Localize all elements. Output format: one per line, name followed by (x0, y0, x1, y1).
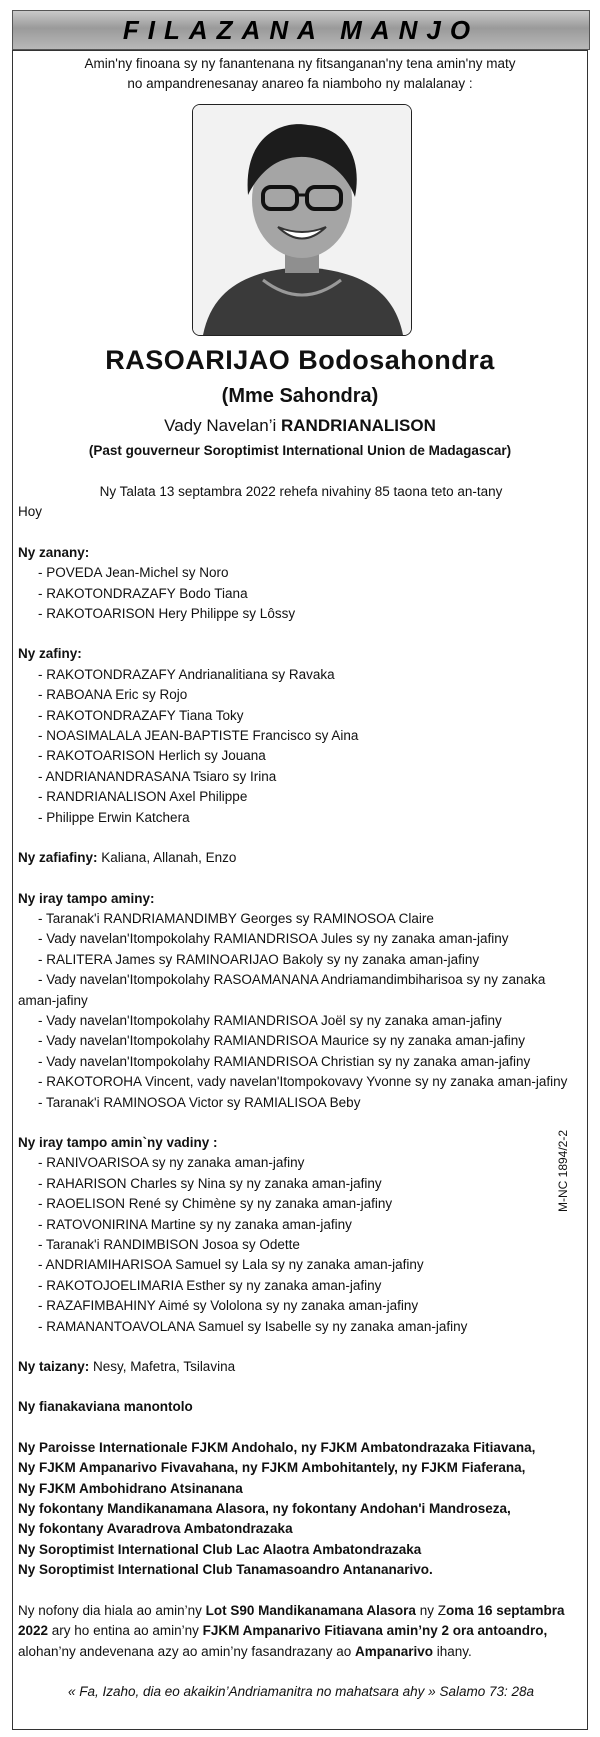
spouse-siblings-heading: Ny iray tampo amin`ny vadiny : (18, 1134, 218, 1150)
list-item: - RAMANANTOAVOLANA Samuel sy Isabelle sy ny zanaka aman-jafiny (38, 1318, 468, 1334)
publication-reference: M-NC 1894/2-2 (556, 1129, 570, 1212)
list-item: - Vady navelan'Itompokolahy RAMIANDRISOA Jules sy ny zanaka aman-jafiny (38, 931, 509, 947)
list-item: Ny FJKM Ampanarivo Fivavahana, ny FJKM Ambohitantely, ny FJKM Fiaferana, (18, 1460, 526, 1476)
nephews-names: Nesy, Mafetra, Tsilavina (89, 1359, 236, 1375)
list-item: - RAKOTOARISON Herlich sy Jouana (38, 748, 266, 764)
list-item: - RAKOTOARISON Hery Philippe sy Lôssy (38, 606, 296, 622)
burial-text-5: ihany. (433, 1643, 472, 1659)
great-grandchildren-line (18, 848, 584, 868)
list-item: - Taranak'i RANDIMBISON Josoa sy Odette (38, 1237, 300, 1252)
burial-text-3: ary ho entina ao amin’ny (48, 1623, 203, 1639)
list-item: - ANDRIAMIHARISOA Samuel sy Lala sy ny zanaka aman-jafiny (38, 1257, 424, 1273)
list-item: - RAKOTONDRAZAFY Andrianalitiana sy Ravaka (38, 666, 335, 682)
list-item: - Taranak'i RANDRIAMANDIMBY Georges sy RAMINOSOA Claire (38, 910, 434, 926)
burial-text-2: ny Z (415, 1602, 446, 1618)
great-grandchildren-heading: Ny zafiafiny: (18, 850, 98, 866)
list-item: Ny FJKM Ambohidrano Atsinanana (18, 1480, 243, 1496)
death-line-2: Hoy (18, 504, 43, 520)
siblings-heading: Ny iray tampo aminy: (18, 890, 155, 906)
portrait-image (193, 105, 411, 335)
children-heading: Ny zanany: (18, 544, 90, 560)
list-item: Ny fokontany Avaradrova Ambatondrazaka (18, 1521, 293, 1537)
list-item: Ny Paroisse Internationale FJKM Andohalo, ny FJKM Ambatondrazaka Fitiavana, (18, 1439, 536, 1455)
burial-church: FJKM Ampanarivo Fitiavana amin’ny 2 ora antoandro, (202, 1623, 548, 1639)
nephews-line (18, 1357, 584, 1377)
deceased-alias: (Mme Sahondra) (221, 385, 379, 407)
grandchildren-heading: Ny zafiny: (18, 646, 82, 662)
list-item: - Philippe Erwin Katchera (38, 809, 190, 825)
list-item: - RAKOTONDRAZAFY Tiana Toky (38, 707, 244, 723)
list-item: - Vady navelan'Itompokolahy RASOAMANANA Andriamandimbiharisoa sy ny zanaka (38, 972, 546, 988)
list-item: - ANDRIANANDRASANA Tsiaro sy Irina (38, 768, 277, 784)
list-item: Ny fokontany Mandikanamana Alasora, ny fokontany Andohan'i Mandroseza, (18, 1501, 511, 1517)
burial-tomb: Ampanarivo (355, 1643, 434, 1659)
obituary-body (18, 482, 584, 1702)
list-item: - RAKOTOJOELIMARIA Esther sy ny zanaka aman-jafiny (38, 1277, 382, 1293)
spouse-siblings-list (18, 1153, 584, 1337)
children-list (18, 563, 584, 624)
spouse-name: RANDRIANALISON (280, 416, 436, 435)
list-item: aman-jafiny (18, 992, 88, 1008)
nephews-heading: Ny taizany: (18, 1359, 90, 1375)
intro-line-1: Amin'ny finoana sy ny fanantenana ny fitsanganan'ny tena amin'ny maty (84, 56, 516, 71)
deceased-name: RASOARIJAO Bodosahondra (105, 345, 495, 375)
organizations-list (18, 1438, 584, 1581)
deceased-title: (Past gouverneur Soroptimist International Union de Madagascar) (88, 443, 512, 458)
scripture-quote (18, 1682, 584, 1702)
burial-paragraph (18, 1601, 584, 1662)
spouse-line (0, 416, 600, 436)
great-grandchildren-names: Kaliana, Allanah, Enzo (97, 850, 237, 866)
list-item: - RAHARISON Charles sy Nina sy ny zanaka aman-jafiny (38, 1175, 382, 1191)
list-item: Ny Soroptimist International Club Lac Alaotra Ambatondrazaka (18, 1541, 422, 1557)
intro-text (0, 54, 600, 94)
list-item: - RAKOTOROHA Vincent, vady navelan'Itompokovavy Yvonne sy ny zanaka aman-jafiny (38, 1074, 568, 1090)
list-item: - RANIVOARISOA sy ny zanaka aman-jafiny (38, 1155, 305, 1171)
list-item: Ny Soroptimist International Club Tanamasoandro Antananarivo. (18, 1562, 433, 1578)
intro-line-2: no ampandrenesanay anareo fa niamboho ny malalanay : (127, 76, 473, 91)
list-item: - Vady navelan'Itompokolahy RAMIANDRISOA Joël sy ny zanaka aman-jafiny (38, 1012, 502, 1028)
list-item: - RAZAFIMBAHINY Aimé sy Vololona sy ny zanaka aman-jafiny (38, 1298, 419, 1314)
header-title: FILAZANA MANJO (122, 14, 480, 45)
list-item: - RAOELISON René sy Chimène sy ny zanaka aman-jafiny (38, 1196, 393, 1212)
quote-text: « Fa, Izaho, dia eo akaikin’Andriamanitra no mahatsara ahy » (67, 1683, 436, 1699)
list-item: - RANDRIANALISON Axel Philippe (38, 789, 248, 805)
list-item: - RALITERA James sy RAMINOARIJAO Bakoly sy ny zanaka aman-jafiny (38, 951, 480, 967)
list-item: - RATOVONIRINA Martine sy ny zanaka aman-jafiny (38, 1216, 352, 1232)
list-item: - Vady navelan'Itompokolahy RAMIANDRISOA Christian sy ny zanaka aman-jafiny (38, 1053, 531, 1069)
siblings-list (18, 909, 584, 1113)
list-item: - RAKOTONDRAZAFY Bodo Tiana (38, 585, 248, 601)
spouse-prefix: Vady Navelan’i (164, 416, 281, 435)
portrait-photo (192, 104, 412, 336)
header-banner (12, 10, 590, 50)
burial-date: oma 16 septambra 2022 (18, 1602, 565, 1639)
list-item: - Taranak'i RAMINOSOA Victor sy RAMIALISOA Beby (38, 1094, 361, 1110)
list-item: - POVEDA Jean-Michel sy Noro (38, 565, 229, 581)
grandchildren-list (18, 665, 584, 828)
list-item: - NOASIMALALA JEAN-BAPTISTE Francisco sy Aina (38, 728, 359, 744)
family-heading: Ny fianakaviana manontolo (18, 1399, 193, 1415)
burial-text-1: Ny nofony dia hiala ao amin’ny (18, 1602, 206, 1618)
death-line: Ny Talata 13 septambra 2022 rehefa nivahiny 85 taona teto an-tany (99, 484, 503, 499)
list-item: - RABOANA Eric sy Rojo (38, 687, 188, 703)
list-item: - Vady navelan'Itompokolahy RAMIANDRISOA Maurice sy ny zanaka aman-jafiny (38, 1033, 526, 1049)
quote-reference: Salamo 73: 28a (435, 1683, 535, 1699)
burial-location: Lot S90 Mandikanamana Alasora (205, 1602, 416, 1618)
burial-text-4: alohan’ny andevenana azy ao amin’ny fasandrazany ao (18, 1643, 355, 1659)
